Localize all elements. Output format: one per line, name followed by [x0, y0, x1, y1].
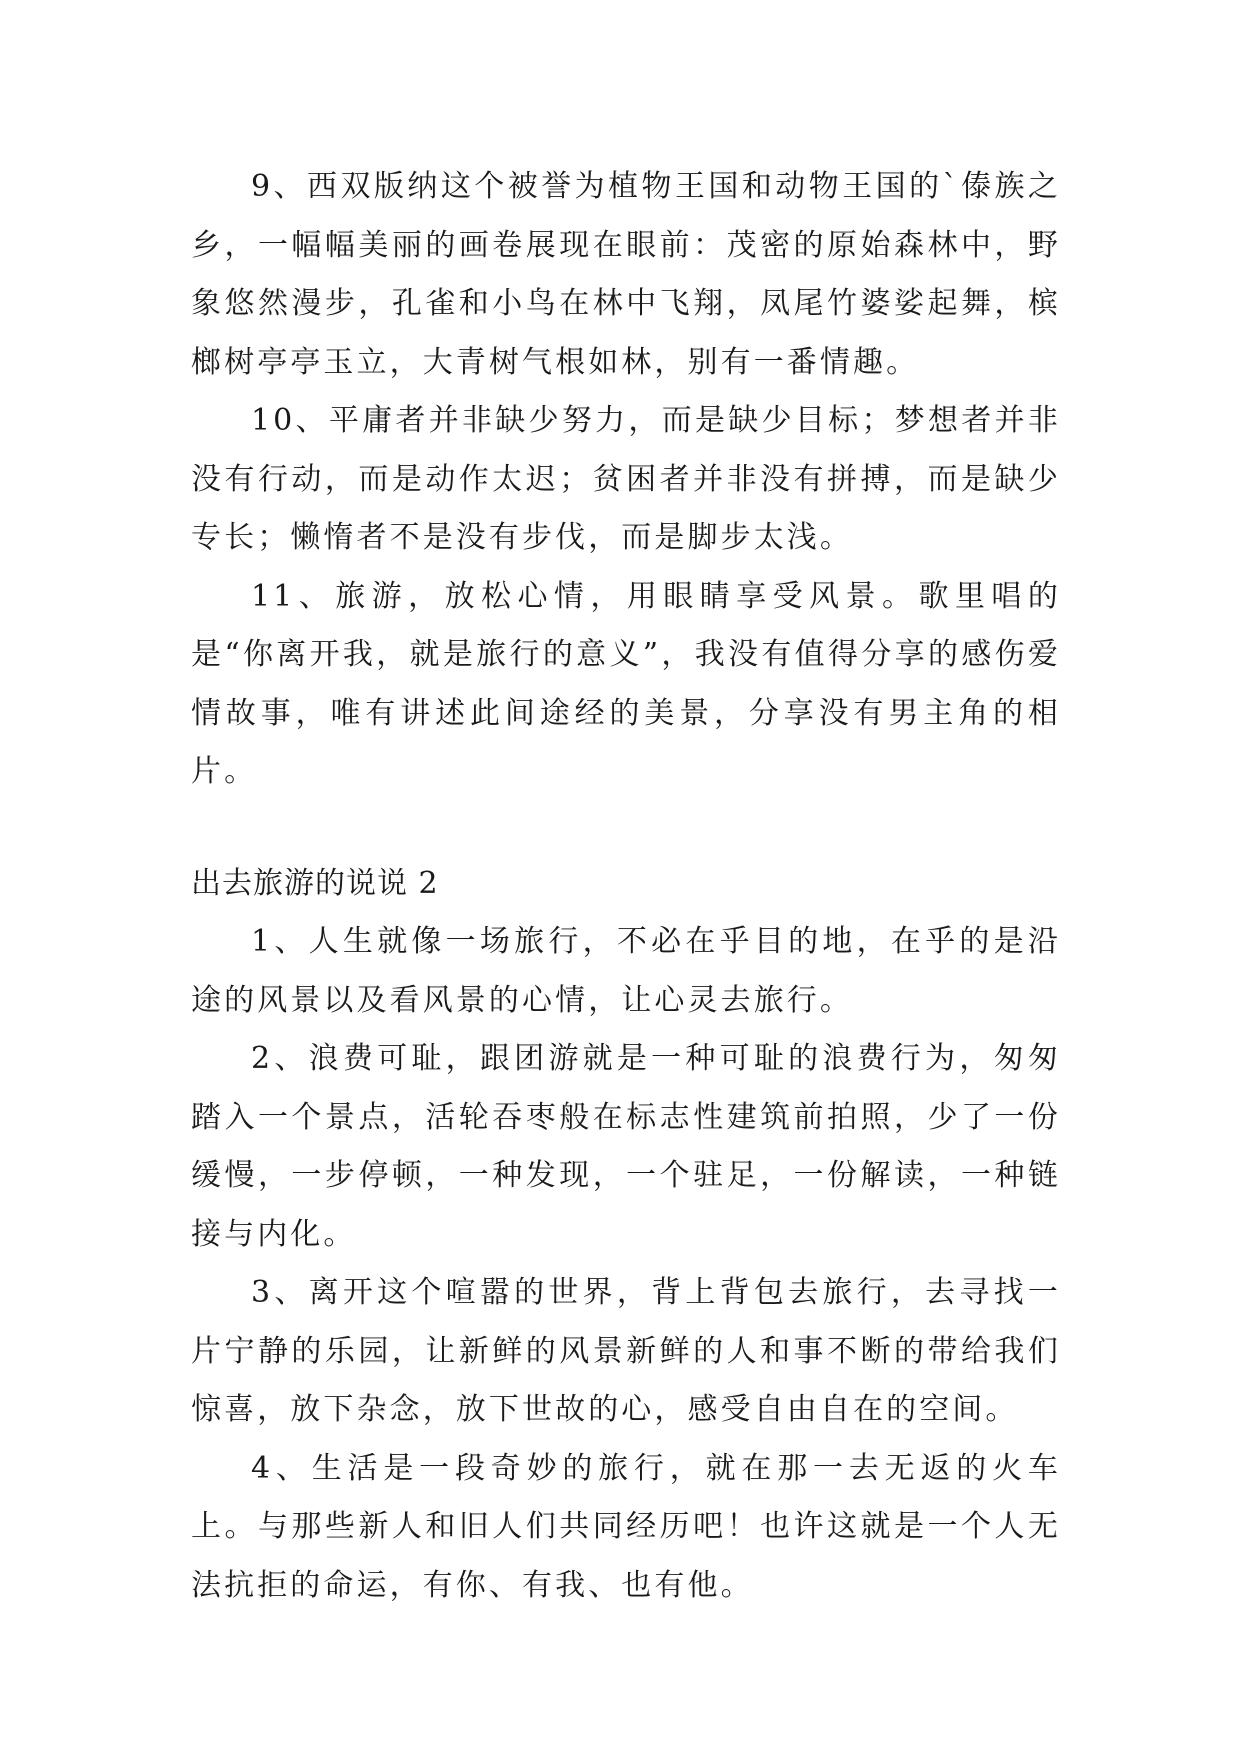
paragraph-item-10: 10、平庸者并非缺少努力，而是缺少目标；梦想者并非没有行动，而是动作太迟；贫困者并非没有拼搏，而是缺少专长；懒惰者不是没有步伐，而是脚步太浅。 [191, 403, 1061, 555]
paragraph-item-1: 1、人生就像一场旅行，不必在乎目的地，在乎的是沿途的风景以及看风景的心情，让心灵去旅行。 [191, 924, 1061, 1018]
paragraph-item-9: 9、西双版纳这个被誉为植物王国和动物王国的`傣族之乡，一幅幅美丽的画卷展现在眼前：茂密的原始森林中，野象悠然漫步，孔雀和小鸟在林中飞翔，凤尾竹婆娑起舞，槟榔树亭亭玉立，大青树气根如林，别有一番情趣。 [191, 169, 1061, 380]
paragraph-item-4: 4、生活是一段奇妙的旅行，就在那一去无返的火车上。与那些新人和旧人们共同经历吧！也许这就是一个人无法抗拒的命运，有你、有我、也有他。 [191, 1450, 1061, 1603]
paragraph-item-11: 11、旅游，放松心情，用眼睛享受风景。歌里唱的是“你离开我，就是旅行的意义”，我没有值得分享的感伤爱情故事，唯有讲述此间途经的美景，分享没有男主角的相片。 [191, 578, 1061, 789]
section-heading: 出去旅游的说说 2 [191, 865, 439, 901]
paragraph-item-2: 2、浪费可耻，跟团游就是一种可耻的浪费行为，匆匆踏入一个景点，活轮吞枣般在标志性建筑前拍照，少了一份缓慢，一步停顿，一种发现，一个驻足，一份解读，一种链接与内化。 [191, 1041, 1061, 1252]
document-body [191, 158, 1061, 1615]
paragraph-item-3: 3、离开这个喧嚣的世界，背上背包去旅行，去寻找一片宁静的乐园，让新鲜的风景新鲜的人和事不断的带给我们惊喜，放下杂念，放下世故的心，感受自由自在的空间。 [191, 1275, 1061, 1427]
